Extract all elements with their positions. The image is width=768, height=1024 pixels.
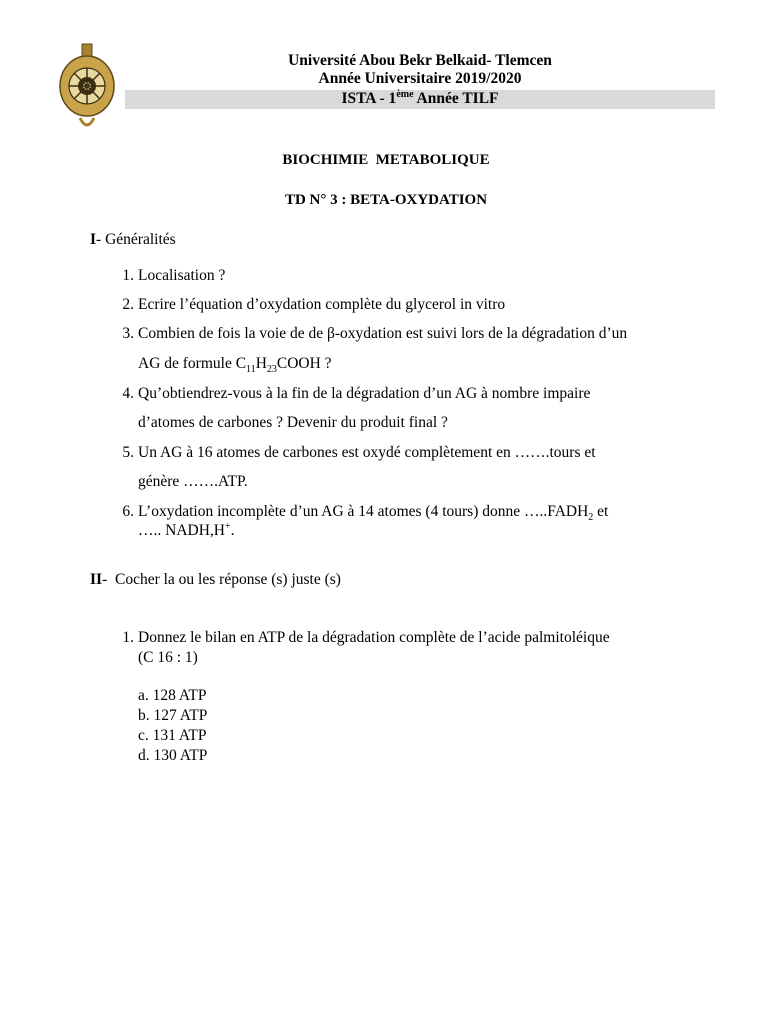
question1-line1: Donnez le bilan en ATP de la dégradation complète de l’acide palmitoléique [138,629,610,646]
university-logo [58,40,116,132]
option-a: a. 128 ATP [138,687,207,704]
option-c: c. 131 ATP [138,727,207,744]
item6-line2-text: ….. NADH,H [138,522,225,539]
item2-text: Ecrire l’équation d’oxydation complète du glycerol in vitro [138,296,506,313]
fadh-subscript: 2 [588,512,594,524]
item6-text-line1 [138,503,609,524]
course-title: BIOCHIMIE METABOLIQUE [282,152,490,168]
item4-text-line1: Qu’obtiendrez-vous à la fin de la dégradation d’un AG à nombre impaire [138,385,591,402]
item4-number: 4. [122,385,134,402]
formula-prefix: AG de formule C [138,355,247,372]
option-b: b. 127 ATP [138,707,208,724]
nadh-superscript: + [224,520,231,532]
item5-text-line2: génère …….ATP. [138,473,248,490]
item6-number: 6. [122,503,134,520]
section2-heading [90,571,341,589]
header-year: Année Universitaire 2019/2020 [318,70,522,87]
formula-h: H [255,355,267,372]
section1-heading [90,231,176,249]
section1-title: - Généralités [96,231,176,248]
section2-title: - Cocher la ou les réponse (s) juste (s) [102,571,341,588]
formula-suffix: COOH ? [276,355,332,372]
option-d: d. 130 ATP [138,747,208,764]
program-suffix: Année TILF [413,90,499,107]
formula-sub-h: 23 [266,364,277,376]
item3-text-line2 [138,355,332,376]
item3-number: 3. [122,325,134,342]
section2-numeral: II [90,571,103,588]
item2-number: 2. [122,296,134,313]
item1-number: 1. [122,267,134,284]
item1-text: Localisation ? [138,267,226,284]
item5-text-line1: Un AG à 16 atomes de carbones est oxydé complètement en …….tours et [138,444,596,461]
header-university: Université Abou Bekr Belkaid- Tlemcen [288,52,552,69]
program-prefix: ISTA - 1 [341,90,397,107]
program-sup: ème [396,88,414,100]
item5-number: 5. [122,444,134,461]
section1-numeral: I [90,231,97,248]
question1-number: 1. [122,629,134,646]
item6-line1-text: L’oxydation incomplète d’un AG à 14 atomes (4 tours) donne …..FADH [138,503,589,520]
formula-sub-c: 11 [246,364,256,376]
item6-text-line2 [138,522,234,540]
item6-line2-end: . [230,522,235,539]
item3-text-line1: Combien de fois la voie de de β-oxydation est suivi lors de la dégradation d’un [138,325,628,342]
item6-line1-end: et [593,503,609,520]
question1-line2: (C 16 : 1) [138,649,198,666]
header-program [125,90,715,109]
td-title: TD N° 3 : BETA-OXYDATION [284,192,488,208]
item4-text-line2: d’atomes de carbones ? Devenir du produit final ? [138,414,448,431]
